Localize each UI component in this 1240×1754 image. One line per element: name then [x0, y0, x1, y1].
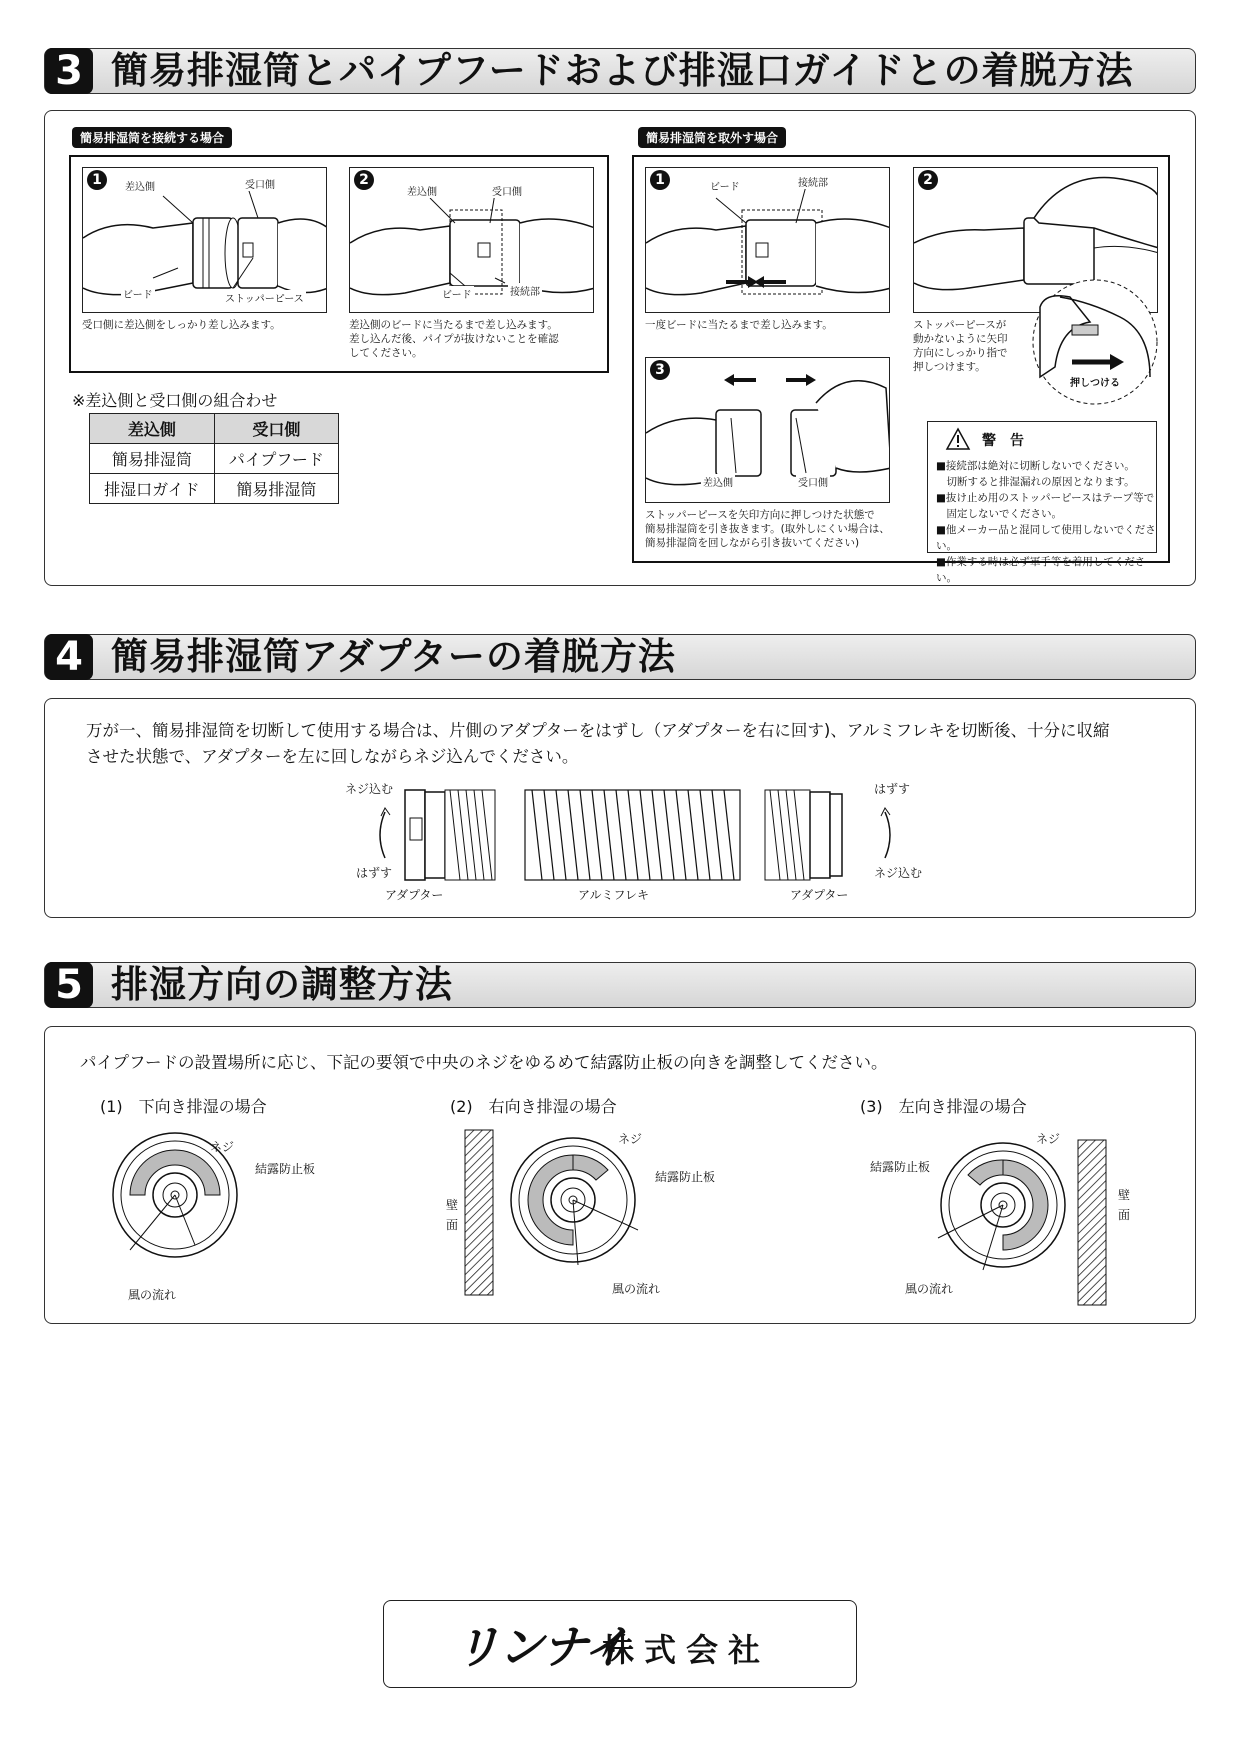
- case1-flow: 風の流れ: [128, 1288, 177, 1302]
- connect-heading: 簡易排湿筒を接続する場合: [72, 127, 232, 148]
- section5-title: 排湿方向の調整方法: [111, 963, 453, 1006]
- case1-plate: 結露防止板: [255, 1162, 316, 1176]
- label-flex: アルミフレキ: [578, 888, 650, 902]
- combo-header-receive: 受口側: [214, 414, 338, 444]
- combo-header-insert: 差込側: [90, 414, 215, 444]
- step-number: 1: [650, 170, 670, 190]
- case3-flow: 風の流れ: [905, 1282, 954, 1296]
- remove-step2-caption-1: ストッパーピースが: [913, 319, 1007, 331]
- warning-icon: [946, 428, 970, 450]
- warning-box: [927, 421, 1157, 584]
- hands-push-illustration: [646, 168, 890, 313]
- case3-plate: 結露防止板: [870, 1160, 931, 1174]
- label-receive-side: 受口側: [243, 176, 277, 191]
- wall-right-hatch: [1078, 1140, 1108, 1305]
- label-adapter-left: アダプター: [385, 888, 444, 902]
- label-receive-side: 受口側: [490, 183, 524, 198]
- section4-text-1: 万が一、簡易排湿筒を切断して使用する場合は、片側のアダプターをはずし（アダプターを右に回す)、アルミフレキを切断後、十分に収縮: [86, 721, 1110, 740]
- step-number: 3: [650, 360, 670, 380]
- adapter-flex-illustration: [350, 780, 870, 890]
- connect-step2-caption-1: 差込側のビードに当たるまで差し込みます。: [349, 319, 558, 331]
- label-receive-side: 受口側: [796, 474, 830, 489]
- warning-item: ■接続部は絶対に切断しないでください。: [936, 460, 1135, 472]
- combo-table: [89, 413, 339, 504]
- remove-step2-caption-2: 動かないように矢印: [913, 333, 1008, 345]
- table-row: [90, 474, 339, 504]
- remove-step2-caption-3: 方向にしっかり指で: [913, 347, 1008, 359]
- warning-item: 固定しないでください。: [936, 508, 1062, 520]
- label-insert-side: 差込側: [123, 178, 157, 193]
- remove-step1-caption: 一度ビードに当たるまで差し込みます。: [645, 319, 833, 331]
- case1-screw: ネジ: [210, 1140, 235, 1154]
- remove-step3-panel: [645, 357, 890, 503]
- table-cell: 簡易排湿筒: [214, 474, 338, 504]
- table-cell: パイプフード: [214, 444, 338, 474]
- case3-label: (3) 左向き排湿の場合: [860, 1097, 1027, 1116]
- case3-wall-2: 面: [1118, 1208, 1131, 1222]
- label-screw-in-left: ネジ込む: [345, 782, 394, 796]
- section3-number: 3: [45, 48, 93, 94]
- warning-item: ■作業する時は必ず軍手等を着用してください。: [936, 556, 1146, 584]
- remove-step3-caption-3: 簡易排湿筒を回しながら引き抜いてください): [645, 537, 860, 549]
- label-joint: 接続部: [796, 174, 830, 189]
- connect-step1-caption: 受口側に差込側をしっかり差し込みます。: [82, 319, 281, 331]
- label-joint: 接続部: [508, 283, 542, 298]
- label-remove-left: はずす: [356, 866, 393, 880]
- remove-heading: 簡易排湿筒を取外す場合: [638, 127, 786, 148]
- step-number: 1: [87, 170, 107, 190]
- remove-step3-caption-2: 簡易排湿筒を引き抜きます。(取外しにくい場合は、: [645, 523, 890, 535]
- case2-plate: 結露防止板: [655, 1170, 716, 1184]
- company-logo: リンナイ: [454, 1620, 627, 1674]
- step-number: 2: [918, 170, 938, 190]
- connect-step1-panel: [82, 167, 327, 313]
- case2-wall-2: 面: [446, 1218, 459, 1232]
- connect-step2-caption-3: してください。: [349, 347, 423, 359]
- label-bead: ビード: [121, 286, 155, 301]
- warning-item: ■他メーカー品と混同して使用しないでください。: [936, 524, 1156, 552]
- section5-header: [44, 962, 1196, 1008]
- remove-step2-caption-4: 押しつけます。: [913, 361, 986, 373]
- hood-left-illustration: [938, 1140, 1068, 1270]
- label-push: 押しつける: [1068, 374, 1122, 389]
- warning-item: 切断すると排湿漏れの原因となります。: [936, 476, 1135, 488]
- company-footer: [383, 1600, 857, 1688]
- label-screw-in-right: ネジ込む: [874, 866, 923, 880]
- case1-label: (1) 下向き排湿の場合: [100, 1097, 267, 1116]
- warning-list: [936, 458, 1156, 586]
- case3-wall-1: 壁: [1118, 1188, 1131, 1202]
- table-cell: 簡易排湿筒: [90, 444, 215, 474]
- label-remove-right: はずす: [874, 782, 911, 796]
- table-row: [90, 444, 339, 474]
- connect-step2-caption-2: 差し込んだ後、パイプが抜けないことを確認: [349, 333, 559, 345]
- case2-screw: ネジ: [618, 1132, 643, 1146]
- case3-screw: ネジ: [1036, 1132, 1061, 1146]
- section5-number: 5: [45, 962, 93, 1008]
- label-stopper: ストッパーピース: [223, 290, 306, 305]
- hood-right-illustration: [508, 1135, 638, 1265]
- label-adapter-right: アダプター: [790, 888, 849, 902]
- section4-header: [44, 634, 1196, 680]
- section4-number: 4: [45, 634, 93, 680]
- section4-text-2: させた状態で、アダプターを左に回しながらネジ込んでください。: [86, 747, 579, 766]
- warning-title: 警 告: [982, 433, 1024, 449]
- case2-flow: 風の流れ: [612, 1282, 661, 1296]
- table-cell: 排湿口ガイド: [90, 474, 215, 504]
- label-insert-side: 差込側: [701, 474, 735, 489]
- warning-item: ■抜け止め用のストッパーピースはテープ等で: [936, 492, 1155, 504]
- label-bead: ビード: [708, 178, 742, 193]
- connect-step2-panel: [349, 167, 594, 313]
- step-number: 2: [354, 170, 374, 190]
- label-bead: ビード: [440, 286, 474, 301]
- remove-step3-caption-1: ストッパーピースを矢印方向に押しつけた状態で: [645, 509, 875, 521]
- wall-left-hatch: [465, 1130, 495, 1295]
- hands-pull-illustration: [646, 358, 890, 503]
- section3-title: 簡易排湿筒とパイプフードおよび排湿口ガイドとの着脱方法: [111, 49, 1134, 92]
- section5-text: パイプフードの設置場所に応じ、下記の要領で中央のネジをゆるめて結露防止板の向きを調整してください。: [80, 1053, 888, 1072]
- combo-header-row: [90, 414, 339, 444]
- case2-wall-1: 壁: [446, 1198, 459, 1212]
- label-insert-side: 差込側: [405, 183, 439, 198]
- case2-label: (2) 右向き排湿の場合: [450, 1097, 617, 1116]
- section4-title: 簡易排湿筒アダプターの着脱方法: [111, 635, 676, 678]
- remove-step1-panel: [645, 167, 890, 313]
- section3-header: [44, 48, 1196, 94]
- combo-title: ※差込側と受口側の組合わせ: [72, 391, 278, 410]
- company-name: 株式会社: [602, 1631, 771, 1669]
